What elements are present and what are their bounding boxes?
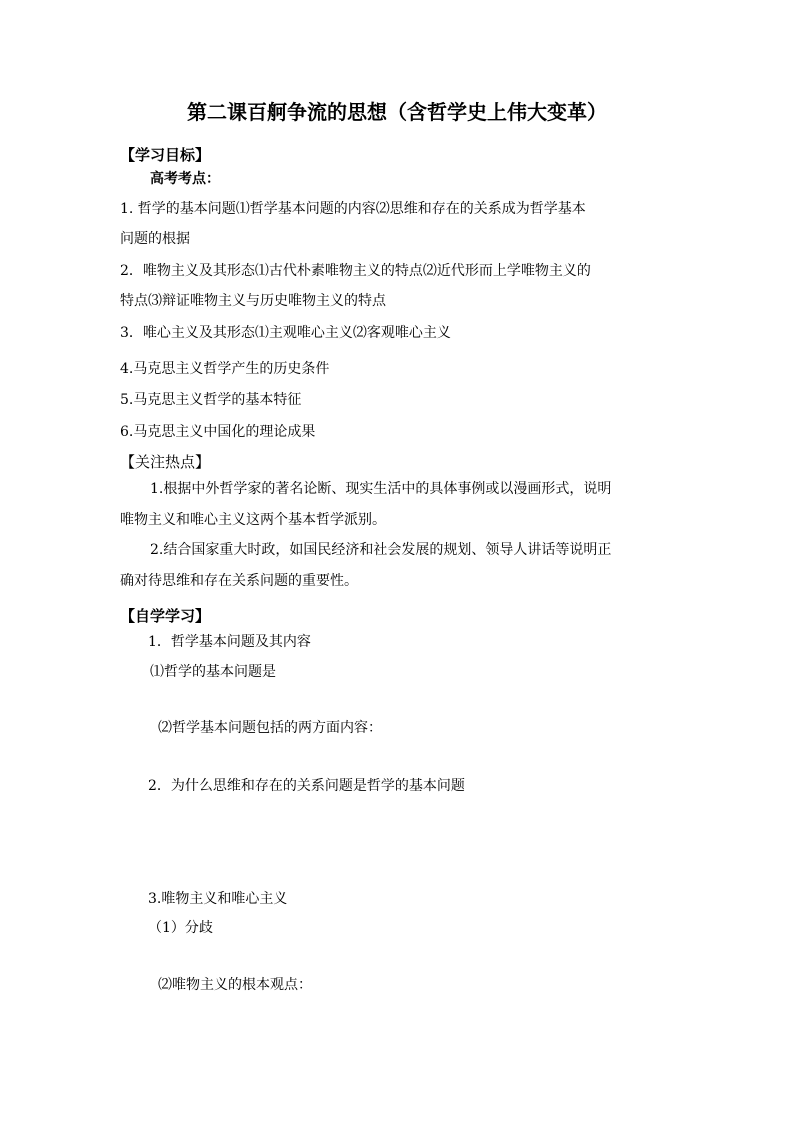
goal-line: 6.马克思主义中国化的理论成果 <box>120 424 316 440</box>
goal-line: 3．唯心主义及其形态⑴主观唯心主义⑵客观唯心主义 <box>120 325 451 341</box>
goal-line: 特点⑶辩证唯物主义与历史唯物主义的特点 <box>120 293 386 309</box>
goal-line: 问题的根据 <box>120 231 190 247</box>
exam-points-subheading: 高考考点： <box>150 171 220 187</box>
document-title: 第二课百舸争流的思想（含哲学史上伟大变革） <box>187 100 607 124</box>
learning-goals-heading: 【学习目标】 <box>120 146 211 164</box>
goal-line: 2．唯物主义及其形态⑴古代朴素唯物主义的特点⑵近代形而上学唯物主义的 <box>120 263 591 279</box>
self-study-line: 2．为什么思维和存在的关系问题是哲学的基本问题 <box>148 778 465 794</box>
hotspot-line: 1.根据中外哲学家的著名论断、现实生活中的具体事例或以漫画形式，说明 <box>150 481 612 497</box>
hotspot-line: 确对待思维和存在关系问题的重要性。 <box>120 573 358 589</box>
self-study-line: （1）分歧 <box>148 920 213 936</box>
hotspots-heading: 【关注热点】 <box>120 453 211 471</box>
self-study-line: ⑴哲学的基本问题是 <box>150 664 276 680</box>
self-study-line: 3.唯物主义和唯心主义 <box>148 891 288 907</box>
goal-line: 1. 哲学的基本问题⑴哲学基本问题的内容⑵思维和存在的关系成为哲学基本 <box>120 201 586 217</box>
hotspot-line: 唯物主义和唯心主义这两个基本哲学派别。 <box>120 512 386 528</box>
self-study-line: ⑵哲学基本问题包括的两方面内容： <box>158 720 382 736</box>
goal-line: 5.马克思主义哲学的基本特征 <box>120 392 302 408</box>
self-study-line: 1．哲学基本问题及其内容 <box>148 634 311 650</box>
goal-line: 4.马克思主义哲学产生的历史条件 <box>120 361 330 377</box>
hotspot-line: 2.结合国家重大时政，如国民经济和社会发展的规划、领导人讲话等说明正 <box>150 542 612 558</box>
self-study-line: ⑵唯物主义的根本观点： <box>158 977 312 993</box>
self-study-heading: 【自学学习】 <box>120 607 211 625</box>
